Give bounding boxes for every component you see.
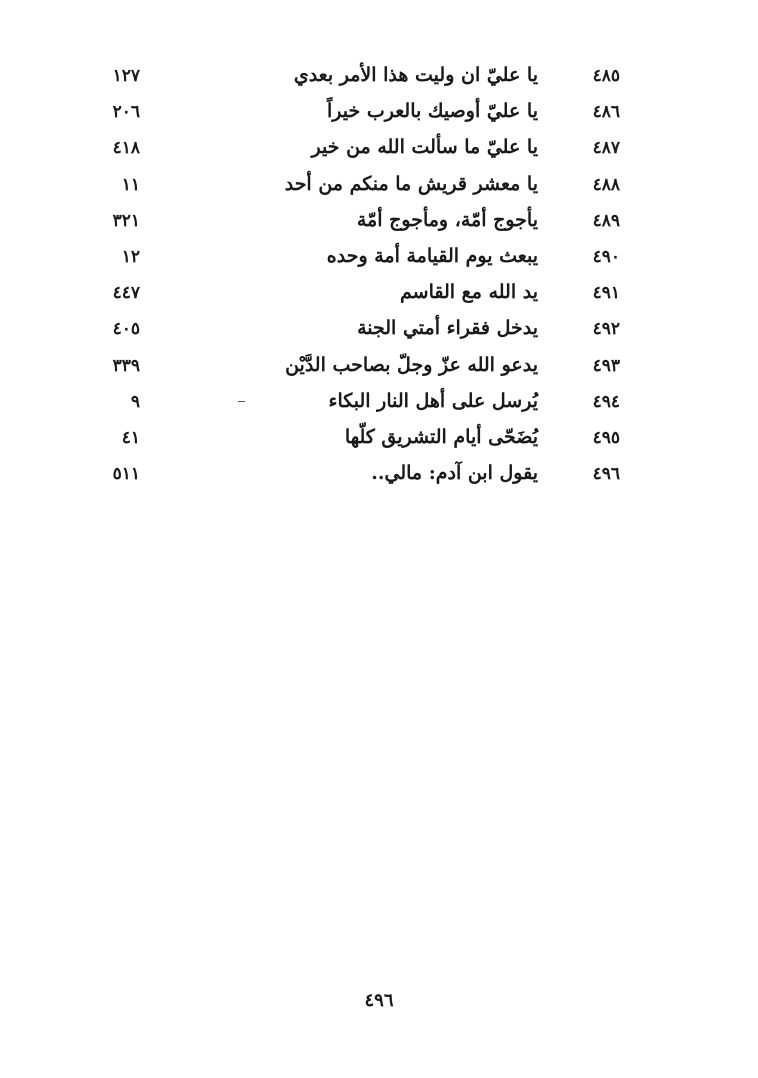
page-reference: ٥١١ [112, 464, 140, 485]
index-row [60, 424, 620, 460]
index-row [60, 134, 620, 170]
entry-number: ٤٩٣ [592, 355, 620, 376]
hadith-text: يا عليّ أوصيك بالعرب خيراً [327, 100, 538, 123]
index-row [60, 460, 620, 496]
entry-number: ٤٨٦ [592, 102, 620, 123]
page-reference: ٤٤٧ [112, 283, 140, 304]
entry-number: ٤٩٠ [592, 246, 620, 267]
hadith-text: يدخل فقراء أمتي الجنة [357, 317, 538, 340]
hadith-text: يا عليّ ما سألت الله من خير [311, 136, 538, 159]
entry-number: ٤٩٤ [592, 391, 620, 412]
index-row [60, 315, 620, 351]
entry-number: ٤٩١ [592, 283, 620, 304]
page-reference: ١٢٧ [112, 66, 140, 86]
page-reference: ١١ [121, 174, 140, 195]
index-row [60, 62, 620, 98]
index-row [60, 279, 620, 315]
page-reference: ٢٠٦ [112, 102, 140, 123]
hadith-text: يُرسل على أهل النار البكاء [328, 389, 538, 412]
scan-speck [238, 401, 245, 402]
hadith-text: يدعو الله عزّ وجلّ بصاحب الدَّيْن [285, 353, 538, 376]
hadith-text: يُضَحّى أيام التشريق كلّها [344, 425, 538, 448]
entry-number: ٤٩٢ [592, 319, 620, 340]
page-reference: ١٢ [121, 246, 140, 267]
index-row [60, 98, 620, 134]
hadith-text: يقول ابن آدم: مالي.. [371, 462, 538, 485]
hadith-text: يد الله مع القاسم [400, 281, 538, 304]
index-row [60, 171, 620, 207]
entry-number: ٤٨٧ [592, 138, 620, 159]
entry-number: ٤٩٥ [592, 427, 620, 448]
page-reference: ٤٠٥ [112, 319, 140, 340]
entry-number: ٤٨٩ [592, 210, 620, 231]
index-row [60, 388, 620, 424]
page-reference: ٤١٨ [112, 138, 140, 159]
hadith-text: يأجوج أمّة، ومأجوج أمّة [356, 208, 538, 231]
index-row [60, 207, 620, 243]
hadith-text: يا عليّ ان وليت هذا الأمر بعدي [293, 64, 538, 86]
page-reference: ٤١ [121, 427, 140, 448]
index-row [60, 352, 620, 388]
entry-number: ٤٩٦ [592, 464, 620, 485]
hadith-text: يبعث يوم القيامة أمة وحده [326, 244, 538, 267]
hadith-index-list [60, 62, 620, 496]
page-reference: ٣٢١ [112, 210, 140, 231]
hadith-text: يا معشر قريش ما منكم من أحد [284, 172, 538, 195]
page-reference: ٣٣٩ [112, 355, 140, 376]
page-reference: ٩ [130, 391, 140, 412]
page-number-footer: ٤٩٦ [364, 990, 394, 1011]
index-row [60, 243, 620, 279]
entry-number: ٤٨٨ [592, 174, 620, 195]
entry-number: ٤٨٥ [592, 66, 620, 86]
